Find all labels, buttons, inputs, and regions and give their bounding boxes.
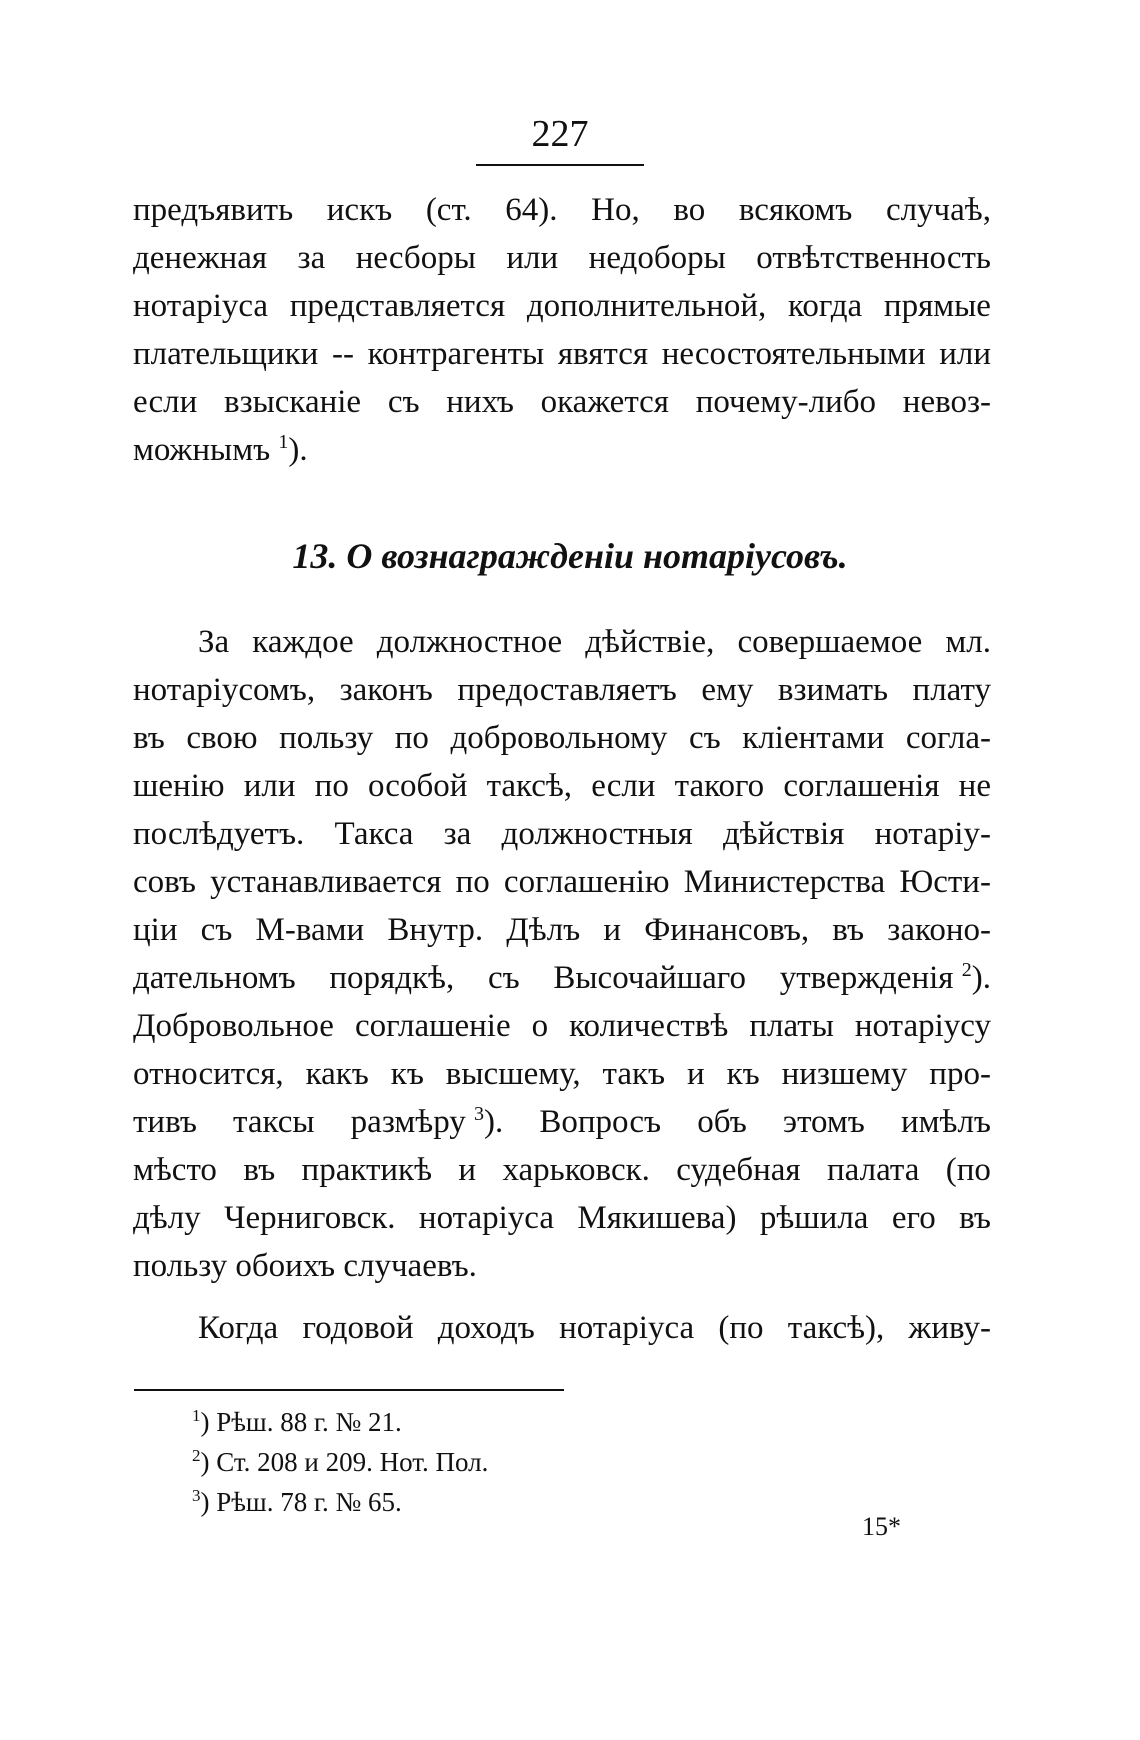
word: въ <box>243 1152 276 1188</box>
paragraph2-line-13 <box>133 1194 991 1242</box>
word: несборы <box>355 240 476 276</box>
printer-signature: 15* <box>862 1512 901 1541</box>
word: предъявить <box>133 192 294 228</box>
word: по <box>394 720 429 756</box>
word: если <box>133 384 198 420</box>
page-number: 227 <box>531 113 589 155</box>
word: нотаріусомъ, <box>133 672 316 708</box>
word-with-ref: утвержденія $^2$). <box>779 959 991 996</box>
word: Финансовъ, <box>644 912 810 948</box>
word: его <box>891 1200 936 1236</box>
word: плату <box>912 672 991 708</box>
word: согла- <box>905 720 991 756</box>
word: не <box>958 768 991 804</box>
word: Высочайшаго <box>553 960 747 996</box>
word: съ <box>689 720 721 756</box>
paragraph1-line-5 <box>133 378 991 426</box>
word: такого <box>674 768 765 804</box>
word: Черниговск. <box>224 1200 396 1236</box>
section-heading: 13. О вознагражденіи нотаріусовъ. <box>292 536 848 576</box>
word: Когда <box>198 1310 279 1346</box>
word: соглашенія <box>783 768 940 804</box>
paragraph2-line-1 <box>198 618 991 666</box>
footnote-ref-3: 3 <box>474 1103 485 1125</box>
word: представляется <box>289 288 506 324</box>
word: и <box>686 1056 705 1092</box>
paragraph2-line-5 <box>133 810 991 858</box>
footnote-rule <box>134 1389 564 1391</box>
word: за <box>443 816 472 852</box>
word: въ <box>959 1200 991 1236</box>
word: къ <box>390 1056 424 1092</box>
word: должностныя <box>501 816 693 852</box>
paragraph1-line-6 <box>133 426 991 474</box>
word: или <box>243 768 296 804</box>
footnote-text: ) Рѣш. 88 г. № 21. <box>200 1407 402 1437</box>
word: ціи <box>133 912 178 948</box>
word: (ст. <box>425 192 472 228</box>
word: пользу <box>279 720 374 756</box>
word: рѣшила <box>759 1200 869 1236</box>
word: Мякишева) <box>577 1200 737 1236</box>
word: мѣсто <box>133 1152 217 1188</box>
paragraph2-line-10 <box>133 1050 991 1098</box>
word: нотаріу- <box>874 816 991 852</box>
word: Вопросъ <box>539 1104 662 1140</box>
word: платы <box>749 1008 834 1044</box>
paragraph3-line-1 <box>198 1304 991 1352</box>
word: должностное <box>376 624 563 660</box>
word: каждое <box>252 624 354 660</box>
word: въ <box>832 912 865 948</box>
word: контрагенты <box>367 336 545 372</box>
word: если <box>591 768 656 804</box>
word: низшему <box>781 1056 908 1092</box>
word: совершаемое <box>737 624 923 660</box>
word: этомъ <box>782 1104 865 1140</box>
footnote-text: ) Рѣш. 78 г. № 65. <box>200 1487 402 1517</box>
word: нотаріуса <box>559 1310 695 1346</box>
word: и <box>458 1152 477 1188</box>
word: Но, <box>591 192 640 228</box>
word: Добровольное <box>133 1008 334 1044</box>
paragraph1-line-3 <box>133 282 991 330</box>
word: имѣлъ <box>901 1104 991 1140</box>
word: кліентами <box>742 720 885 756</box>
word: по <box>314 768 349 804</box>
word: судебная <box>676 1152 801 1188</box>
word: во <box>673 192 706 228</box>
word: за <box>297 240 326 276</box>
word: Дѣлъ <box>506 912 581 948</box>
word: таксѣ), <box>787 1310 885 1346</box>
word: количествѣ <box>569 1008 729 1044</box>
word: практикѣ <box>301 1152 432 1188</box>
word: доходъ <box>437 1310 535 1346</box>
word: явятся <box>557 336 649 372</box>
footnote-3 <box>192 1484 402 1520</box>
word: взысканіе <box>223 384 362 420</box>
word: съ <box>200 912 233 948</box>
paragraph2-line-4 <box>133 762 991 810</box>
word: несостоятельными <box>661 336 926 372</box>
word: Такса <box>334 816 414 852</box>
word: -- <box>331 336 354 372</box>
word: соглашенію <box>503 864 670 900</box>
word: искъ <box>326 192 393 228</box>
paragraph1-line-4 <box>133 330 991 378</box>
word: дѣйствіе, <box>585 624 715 660</box>
word: всякомъ <box>738 192 853 228</box>
word: какъ <box>305 1056 369 1092</box>
word: нотаріусу <box>854 1008 991 1044</box>
paragraph2-line-11 <box>133 1098 991 1146</box>
paragraph1-line-1 <box>133 186 991 234</box>
word-with-ref: размѣру $^3$). <box>350 1103 504 1140</box>
footnote-mark: 3 <box>192 1486 201 1505</box>
word: случаѣ, <box>885 192 991 228</box>
word: нотаріуса <box>133 288 269 324</box>
word: денежная <box>133 240 268 276</box>
footnote-mark: 2 <box>192 1446 201 1465</box>
word: тивъ <box>133 1104 197 1140</box>
word: дѣйствія <box>722 816 845 852</box>
word: нихъ <box>446 384 514 420</box>
word: дѣлу <box>133 1200 201 1236</box>
word: 64). <box>505 192 558 228</box>
word: законъ <box>339 672 433 708</box>
word: За <box>198 624 230 660</box>
word: дополнительной, <box>526 288 767 324</box>
word: и <box>603 912 622 948</box>
word: законо- <box>887 912 991 948</box>
word: свою <box>186 720 258 756</box>
word: (по <box>718 1310 764 1346</box>
word: отвѣтственность <box>756 240 991 276</box>
word: шенію <box>133 768 225 804</box>
footnote-ref-2: 2 <box>961 959 972 981</box>
word: харьковск. <box>502 1152 650 1188</box>
word: особой <box>367 768 468 804</box>
paragraph2-line-8 <box>133 954 991 1002</box>
word: живу- <box>908 1310 991 1346</box>
word: объ <box>697 1104 747 1140</box>
word: послѣдуетъ. <box>133 816 305 852</box>
word: таксѣ, <box>486 768 573 804</box>
word: ему <box>701 672 754 708</box>
word: устанавливается <box>210 864 442 900</box>
paragraph2-line-2 <box>133 666 991 714</box>
footnote-2 <box>192 1444 488 1480</box>
word: такъ <box>602 1056 666 1092</box>
footnote-ref-1: 1 <box>278 431 289 453</box>
word: плательщики <box>133 336 319 372</box>
word: совъ <box>133 864 196 900</box>
word: высшему, <box>445 1056 581 1092</box>
word: съ <box>387 384 420 420</box>
word: относится, <box>133 1056 284 1092</box>
paragraph2-line-3 <box>133 714 991 762</box>
footnote-text: ) Ст. 208 и 209. Нот. Пол. <box>200 1447 489 1477</box>
word: Юсти- <box>899 864 991 900</box>
word: порядкѣ, <box>329 960 455 996</box>
word: недоборы <box>588 240 726 276</box>
line-text: можнымъ $^1$). <box>133 431 308 468</box>
word: про- <box>929 1056 991 1092</box>
line-text: пользу обоихъ случаевъ. <box>133 1248 477 1284</box>
word: прямые <box>883 288 991 324</box>
paragraph2-line-7 <box>133 906 991 954</box>
word: Внутр. <box>387 912 484 948</box>
word: нотаріуса <box>418 1200 554 1236</box>
footnote-mark: 1 <box>192 1406 201 1425</box>
word: къ <box>726 1056 760 1092</box>
word: взимать <box>777 672 889 708</box>
word: въ <box>133 720 165 756</box>
word: таксы <box>233 1104 315 1140</box>
paragraph2-line-6 <box>133 858 991 906</box>
word: почему-либо <box>695 384 877 420</box>
footnote-1 <box>192 1404 402 1440</box>
paragraph1-line-2 <box>133 234 991 282</box>
word: мл. <box>945 624 991 660</box>
word: о <box>531 1008 549 1044</box>
word: соглашеніе <box>354 1008 511 1044</box>
word: (по <box>945 1152 991 1188</box>
paragraph2-line-12 <box>133 1146 991 1194</box>
word: М-вами <box>255 912 365 948</box>
word: окажется <box>540 384 669 420</box>
page-number-rule <box>476 164 644 166</box>
word: невоз- <box>902 384 991 420</box>
word: съ <box>487 960 520 996</box>
word: годовой <box>302 1310 414 1346</box>
paragraph2-line-14 <box>133 1242 991 1290</box>
word: предоставляетъ <box>457 672 677 708</box>
word: добровольному <box>450 720 668 756</box>
word: по <box>455 864 490 900</box>
word: дательномъ <box>133 960 296 996</box>
paragraph2-line-9 <box>133 1002 991 1050</box>
word: палата <box>827 1152 920 1188</box>
word: когда <box>788 288 863 324</box>
word: или <box>506 240 559 276</box>
word: Министерства <box>683 864 886 900</box>
word: или <box>939 336 991 372</box>
